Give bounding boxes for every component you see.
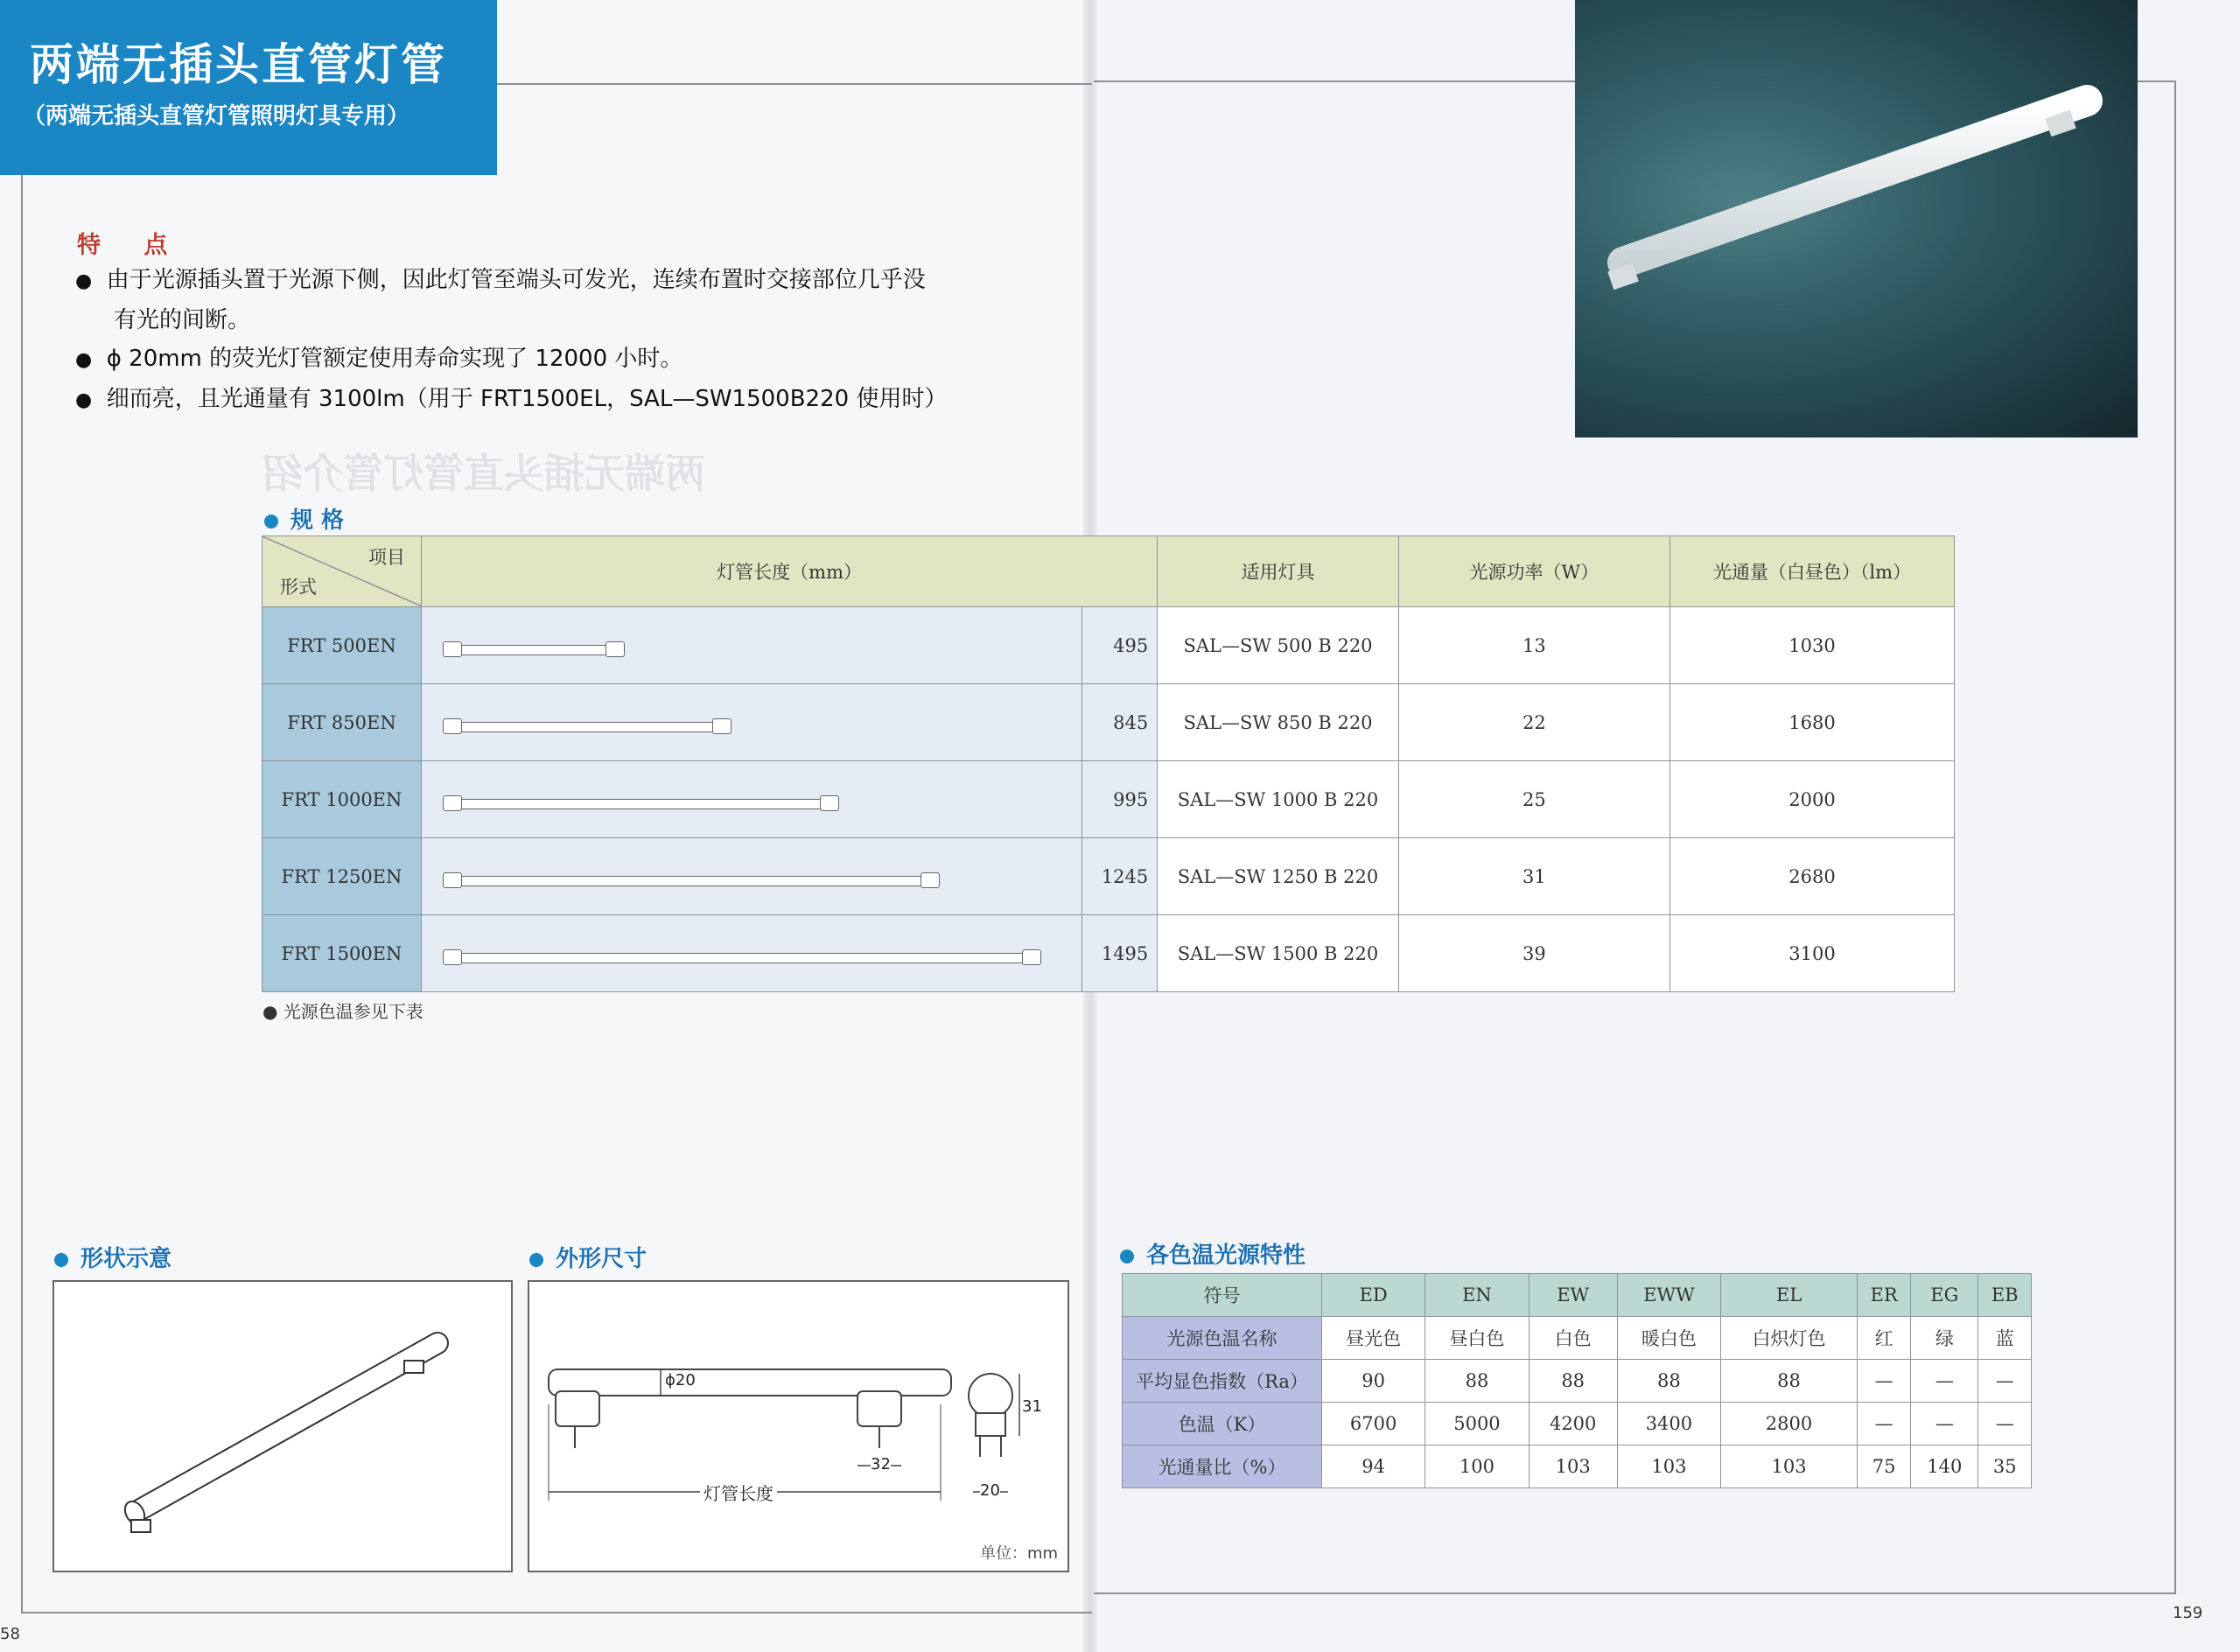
flux-cell: 2680: [1670, 838, 1954, 915]
cap-icon: [820, 795, 839, 811]
dimension-drawing: [529, 1282, 1068, 1571]
length-cell: 495: [1082, 607, 1158, 684]
cap-icon: [443, 795, 462, 811]
power-cell: 31: [1398, 838, 1670, 915]
color-value-cell: 94: [1322, 1446, 1425, 1488]
color-value-cell: 88: [1425, 1360, 1529, 1403]
color-row-label: 光通量比（%）: [1123, 1446, 1322, 1488]
color-row: [1123, 1403, 2032, 1446]
title-banner: [0, 0, 497, 175]
model-cell: FRT 850EN: [262, 684, 422, 761]
shape-heading: 形状示意: [54, 1241, 172, 1273]
bullet-icon: ●: [75, 349, 93, 371]
flux-column-header: 光通量（白昼色）（lm）: [1670, 536, 1954, 607]
model-cell: FRT 1000EN: [262, 761, 422, 838]
color-code-header: EL: [1721, 1274, 1858, 1317]
page-subtitle: （两端无插头直管灯管照明灯具专用）: [23, 103, 410, 130]
feature-item: ● 由于光源插头置于光源下侧，因此灯管至端头可发光，连续布置时交接部位几乎没: [75, 267, 926, 293]
color-value-cell: 2800: [1721, 1403, 1858, 1446]
fixture-cell: SAL—SW 1250 B 220: [1158, 838, 1398, 915]
flux-cell: 3100: [1670, 915, 1954, 992]
power-cell: 13: [1398, 607, 1670, 684]
spec-note: ● 光源色温参见下表: [262, 1001, 424, 1022]
features-list: [75, 261, 1090, 420]
tube-diagram: [444, 645, 624, 655]
fixture-cell: SAL—SW 500 B 220: [1158, 607, 1398, 684]
diameter-label: ϕ20: [665, 1371, 696, 1390]
length-cell: 995: [1082, 761, 1158, 838]
color-value-cell: —: [1911, 1403, 1978, 1446]
unit-label: 单位：mm: [980, 1544, 1059, 1563]
color-row: [1123, 1360, 2032, 1403]
spec-row: [262, 915, 1955, 992]
color-value-cell: 88: [1721, 1360, 1858, 1403]
fixture-column-header: 适用灯具: [1158, 536, 1398, 607]
tube-drawing-cell: [421, 915, 1082, 992]
tube-drawing-cell: [421, 838, 1082, 915]
spec-row: [262, 838, 1955, 915]
color-temp-table: [1122, 1273, 2032, 1488]
dimensions-diagram-box: [528, 1280, 1069, 1572]
model-cell: FRT 1500EN: [262, 915, 422, 992]
cap-icon: [443, 872, 462, 888]
bullet-icon: ●: [75, 389, 93, 411]
color-value-cell: 4200: [1529, 1403, 1617, 1446]
power-cell: 22: [1398, 684, 1670, 761]
feature-item: ● 细而亮，且光通量有 3100lm（用于 FRT1500EL，SAL—SW1500B220 使用时）: [75, 386, 948, 412]
color-value-cell: 103: [1617, 1446, 1720, 1488]
flux-cell: 1680: [1670, 684, 1954, 761]
color-row: [1123, 1446, 2032, 1488]
color-value-cell: 5000: [1425, 1403, 1529, 1446]
cap-icon: [920, 872, 940, 888]
bullet-dot-icon: [54, 1253, 68, 1267]
bullet-dot-icon: [264, 514, 278, 528]
bullet-dot-icon: [1120, 1250, 1134, 1264]
color-value-cell: —: [1858, 1403, 1911, 1446]
lamp-photo-illustration: [1575, 0, 2138, 438]
tube-diagram: [444, 799, 838, 809]
spec-row: [262, 761, 1955, 838]
spec-row: [262, 684, 1955, 761]
cap-icon: [443, 641, 462, 657]
color-value-cell: 红: [1858, 1317, 1911, 1360]
bleed-through-text: 两端无插头直管灯管介绍: [262, 450, 705, 497]
color-value-cell: 6700: [1322, 1403, 1425, 1446]
tube-drawing-cell: [421, 684, 1082, 761]
lamp-shape-drawing: [54, 1282, 511, 1571]
tube-diagram: [444, 953, 1040, 963]
color-value-cell: 3400: [1617, 1403, 1720, 1446]
color-value-cell: 白炽灯色: [1721, 1317, 1858, 1360]
symbol-header: 符号: [1123, 1274, 1322, 1317]
flux-cell: 2000: [1670, 761, 1954, 838]
base-width-label: 20: [980, 1481, 1000, 1500]
color-value-cell: 103: [1721, 1446, 1858, 1488]
spec-heading: 规 格: [264, 502, 344, 535]
color-row-label: 色温（K）: [1123, 1403, 1322, 1446]
page-title: 两端无插头直管灯管: [30, 39, 447, 90]
color-code-header: EW: [1529, 1274, 1617, 1317]
color-row-label: 平均显色指数（Ra）: [1123, 1360, 1322, 1403]
product-photo: [1575, 0, 2138, 438]
features-heading: 特 点: [77, 232, 186, 259]
height-label: 31: [1022, 1397, 1042, 1416]
color-code-header: ED: [1322, 1274, 1425, 1317]
fixture-cell: SAL—SW 1000 B 220: [1158, 761, 1398, 838]
spec-table: [262, 536, 1955, 992]
tube-drawing-cell: [421, 607, 1082, 684]
power-cell: 39: [1398, 915, 1670, 992]
length-cell: 845: [1082, 684, 1158, 761]
fixture-cell: SAL—SW 850 B 220: [1158, 684, 1398, 761]
cap-width-label: 32: [871, 1455, 891, 1474]
color-temp-heading: 各色温光源特性: [1120, 1237, 1306, 1270]
color-value-cell: 昼光色: [1322, 1317, 1425, 1360]
cap-icon: [606, 641, 625, 657]
corner-header: 项目 形式: [262, 536, 422, 607]
cap-icon: [1022, 949, 1041, 965]
color-value-cell: 35: [1978, 1446, 2032, 1488]
cap-icon: [712, 718, 732, 734]
length-cell: 1495: [1082, 915, 1158, 992]
color-header-row: [1123, 1274, 2032, 1317]
tube-drawing-cell: [421, 761, 1082, 838]
color-value-cell: 蓝: [1978, 1317, 2032, 1360]
color-value-cell: —: [1978, 1403, 2032, 1446]
color-code-header: EB: [1978, 1274, 2032, 1317]
power-column-header: 光源功率（W）: [1398, 536, 1670, 607]
length-cell: 1245: [1082, 838, 1158, 915]
color-value-cell: 88: [1617, 1360, 1720, 1403]
feature-item: ● ϕ 20mm 的荧光灯管额定使用寿命实现了 12000 小时。: [75, 346, 683, 372]
color-value-cell: —: [1978, 1360, 2032, 1403]
tube-diagram: [444, 876, 939, 886]
color-value-cell: 88: [1529, 1360, 1617, 1403]
color-value-cell: 75: [1858, 1446, 1911, 1488]
left-page-number: 58: [0, 1625, 20, 1643]
color-value-cell: 绿: [1911, 1317, 1978, 1360]
fixture-cell: SAL—SW 1500 B 220: [1158, 915, 1398, 992]
tube-length-label: 灯管长度: [700, 1480, 777, 1505]
model-cell: FRT 1250EN: [262, 838, 422, 915]
length-column-header: 灯管长度（mm）: [421, 536, 1157, 607]
spec-header-row: [262, 536, 1955, 607]
color-row: [1123, 1317, 2032, 1360]
color-value-cell: 100: [1425, 1446, 1529, 1488]
color-code-header: EN: [1425, 1274, 1529, 1317]
flux-cell: 1030: [1670, 607, 1954, 684]
color-code-header: ER: [1858, 1274, 1911, 1317]
color-value-cell: 昼白色: [1425, 1317, 1529, 1360]
cap-icon: [443, 949, 462, 965]
right-page-number: 159: [2173, 1604, 2203, 1622]
model-cell: FRT 500EN: [262, 607, 422, 684]
color-value-cell: —: [1858, 1360, 1911, 1403]
color-value-cell: —: [1911, 1360, 1978, 1403]
shape-diagram-box: [52, 1280, 513, 1572]
color-row-label: 光源色温名称: [1123, 1317, 1322, 1360]
color-value-cell: 白色: [1529, 1317, 1617, 1360]
color-value-cell: 103: [1529, 1446, 1617, 1488]
dimensions-heading: 外形尺寸: [529, 1241, 647, 1273]
feature-item-continued: 有光的间断。: [114, 307, 251, 333]
power-cell: 25: [1398, 761, 1670, 838]
bullet-icon: ●: [75, 270, 93, 292]
color-value-cell: 90: [1322, 1360, 1425, 1403]
tube-diagram: [444, 722, 731, 732]
bullet-dot-icon: [529, 1253, 543, 1267]
color-code-header: EG: [1911, 1274, 1978, 1317]
color-value-cell: 140: [1911, 1446, 1978, 1488]
spec-row: [262, 607, 1955, 684]
color-value-cell: 暖白色: [1617, 1317, 1720, 1360]
color-code-header: EWW: [1617, 1274, 1720, 1317]
cap-icon: [443, 718, 462, 734]
